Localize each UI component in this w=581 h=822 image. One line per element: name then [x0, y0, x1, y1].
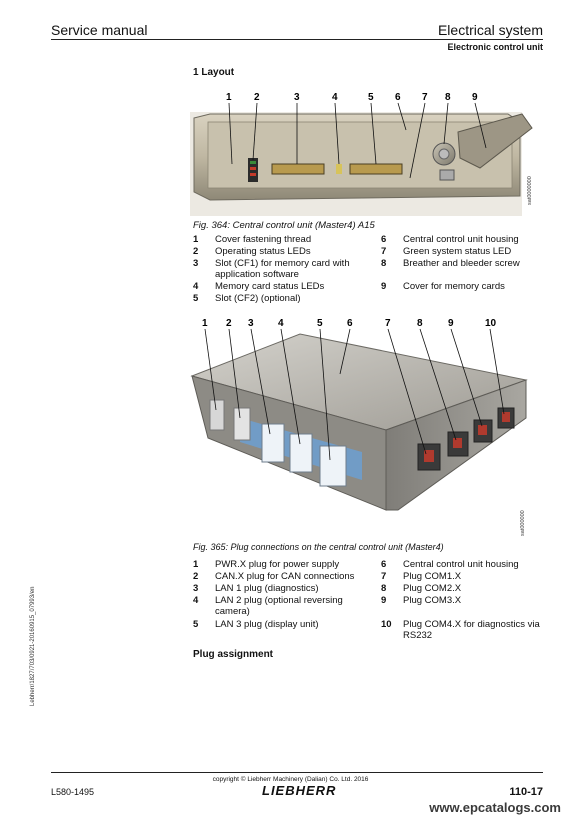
liebherr-logo: LIEBHERR — [262, 783, 337, 798]
fig2-callout-3: 3 — [248, 318, 254, 329]
legend-text: Cover fastening thread — [215, 234, 312, 245]
legend-text: Central control unit housing — [403, 559, 519, 570]
fig2-callout-6: 6 — [347, 318, 353, 329]
legend-text: Cover for memory cards — [403, 281, 505, 292]
figure-364-caption: Fig. 364: Central control unit (Master4) A15 — [193, 220, 375, 231]
header-subsection: Electronic control unit — [447, 42, 543, 52]
legend-num: 4 — [193, 281, 199, 292]
fig1-callout-9: 9 — [472, 92, 478, 103]
fig1-callout-8: 8 — [445, 92, 451, 103]
legend-num: 9 — [381, 595, 387, 606]
legend-text: Breather and bleeder screw — [403, 258, 520, 269]
header-divider — [51, 39, 543, 40]
document-id-side-text: Lebherr/1827/703/0921-20160915_07993/en — [30, 586, 36, 706]
legend-num: 9 — [381, 281, 387, 292]
fig1-legend — [193, 234, 533, 306]
fig2-callout-5: 5 — [317, 318, 323, 329]
legend-text: Plug COM3.X — [403, 595, 462, 606]
fig1-callout-7: 7 — [422, 92, 428, 103]
legend-text: Slot (CF1) for memory card with application software — [215, 258, 350, 280]
legend-text: PWR.X plug for power supply — [215, 559, 340, 570]
legend-text: Operating status LEDs — [215, 246, 311, 257]
legend-text: Plug COM2.X — [403, 583, 462, 594]
legend-num: 1 — [193, 559, 199, 570]
figure-365-caption: Fig. 365: Plug connections on the central control unit (Master4) — [193, 542, 444, 552]
fig1-code: sat0000000 — [527, 176, 533, 205]
legend-num: 8 — [381, 258, 387, 269]
legend-num: 8 — [381, 583, 387, 594]
watermark-url[interactable]: www.epcatalogs.com — [429, 800, 561, 815]
figure-364-image — [190, 88, 535, 218]
fig2-callout-9: 9 — [448, 318, 454, 329]
fig1-callout-5: 5 — [368, 92, 374, 103]
legend-num: 2 — [193, 246, 199, 257]
footer-copyright: copyright © Liebherr Machinery (Dalian) Co. Ltd. 2016 — [212, 776, 369, 783]
legend-text: LAN 1 plug (diagnostics) — [215, 583, 319, 594]
legend-num: 10 — [381, 619, 392, 630]
legend-text: Memory card status LEDs — [215, 281, 325, 292]
page-number: 110-17 — [509, 786, 543, 798]
legend-num: 7 — [381, 246, 387, 257]
header-title: Service manual — [51, 22, 148, 38]
fig1-callout-6: 6 — [395, 92, 401, 103]
plug-assignment-heading: Plug assignment — [193, 649, 274, 660]
fig2-callout-2: 2 — [226, 318, 232, 329]
legend-num: 3 — [193, 258, 199, 269]
legend-num: 5 — [193, 619, 199, 630]
fig2-callout-1: 1 — [202, 318, 208, 329]
legend-num: 6 — [381, 559, 387, 570]
figure-365-image — [190, 314, 535, 544]
legend-text: Plug COM1.X — [403, 571, 462, 582]
legend-text: CAN.X plug for CAN connections — [215, 571, 355, 582]
legend-num: 1 — [193, 234, 199, 245]
legend-num: 6 — [381, 234, 387, 245]
fig2-code: sat000000 — [520, 510, 526, 536]
legend-num: 4 — [193, 595, 199, 606]
fig1-callout-2: 2 — [254, 92, 260, 103]
legend-text: LAN 2 plug (optional reversing camera) — [215, 595, 343, 617]
legend-text: LAN 3 plug (display unit) — [215, 619, 319, 630]
legend-num: 5 — [193, 293, 199, 304]
section-title: 1 Layout — [193, 67, 235, 78]
footer-model: L580-1495 — [51, 787, 95, 797]
legend-text: Plug COM4.X for diagnostics via RS232 — [403, 619, 540, 641]
fig2-callout-7: 7 — [385, 318, 391, 329]
fig1-callout-4: 4 — [332, 92, 338, 103]
fig2-legend — [193, 559, 540, 643]
fig2-callout-4: 4 — [278, 318, 284, 329]
legend-num: 3 — [193, 583, 199, 594]
header-section: Electrical system — [437, 22, 543, 38]
fig1-callout-1: 1 — [226, 92, 232, 103]
legend-text: Slot (CF2) (optional) — [215, 293, 301, 304]
legend-num: 2 — [193, 571, 199, 582]
fig1-callout-3: 3 — [294, 92, 300, 103]
legend-text: Central control unit housing — [403, 234, 519, 245]
fig2-callout-8: 8 — [417, 318, 423, 329]
footer-divider — [51, 772, 543, 773]
fig2-callout-10: 10 — [485, 318, 497, 329]
legend-num: 7 — [381, 571, 387, 582]
legend-text: Green system status LED — [403, 246, 512, 257]
